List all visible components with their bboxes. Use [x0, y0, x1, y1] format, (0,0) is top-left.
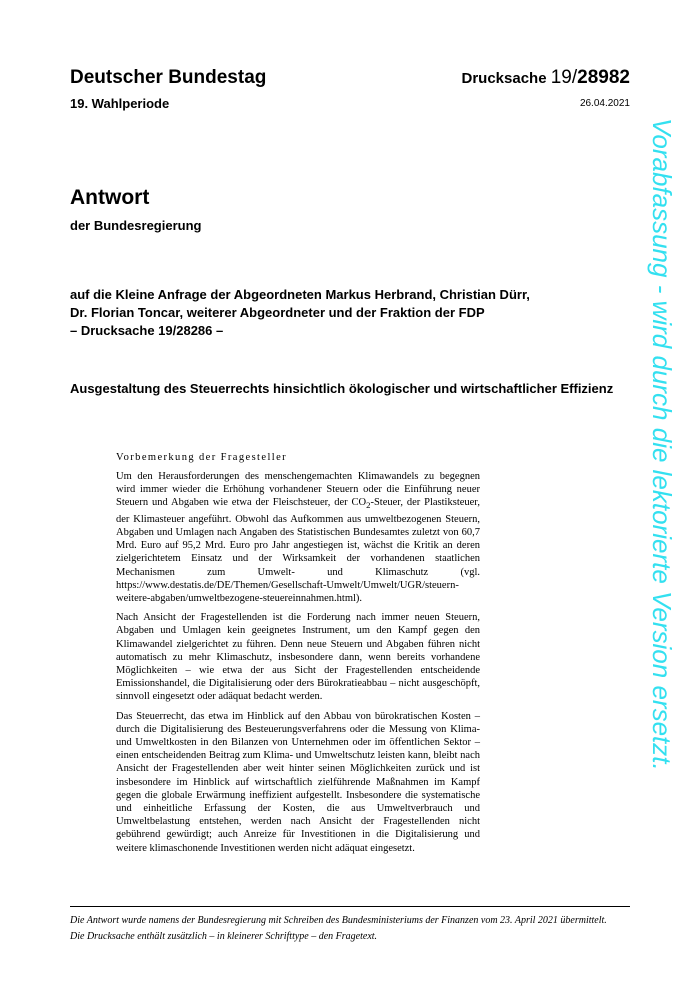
subject-heading: Ausgestaltung des Steuerrechts hinsichtlich ökologischer und wirtschaftlicher Effizienz — [70, 381, 614, 396]
document-date: 26.04.2021 — [579, 98, 630, 109]
co2-subscript: 2 — [366, 500, 371, 511]
drucksache-prefix: 19/ — [550, 67, 578, 88]
paragraph-1-text-a: Um den Herausforderungen des menschengemachten Klimawandels zu begegnen wird immer wieder die Erhöhung vorhandener Steuern oder die Einführung neuer Steuern und Abgaben wie etwa der Fleischsteuer, der CO — [116, 471, 480, 509]
vorbemerkung-paragraph-3: Das Steuerrecht, das etwa im Hinblick auf den Abbau von bürokratischen Kosten – durch die Digitalisierung des Besteuerungsverfahrens oder die Messung von Klima- und Umweltkosten in den Bilanzen von Unternehmen oder im öffentlichen Sektor – einen entscheidenden Beitrag zum Klima- und Umweltschutz leisten kann, bleibt nach Ansicht der Fragestellenden aber weit hinter seinen Möglichkeiten zurück und ist insbesondere im Hinblick auf wirtschaftlich zielführende Maßnahmen im Kampf gegen die globale Erwärmung ineffizient aufgestellt. Insbesondere die systematische und einheitliche Erfassung der Kosten, die aus Umweltverbrauch und Umweltbelastung entstehen, werden nach Ansicht der Fragestellenden nicht gebührend gewürdigt; auch Anreize für Investitionen in die Digitalisierung und weitere klimaschonende Investitionen werden nicht adäquat eingesetzt. — [116, 710, 480, 854]
vorbemerkung-paragraph-1 — [116, 470, 480, 605]
document-header-left — [70, 66, 266, 111]
wahlperiode: 19. Wahlperiode — [70, 96, 170, 111]
drucksache-number: 28982 — [577, 67, 630, 88]
document-header-right — [462, 67, 631, 109]
footer-note-2: Die Drucksache enthält zusätzlich – in kleinerer Schrifttype – den Fragetext. — [70, 930, 378, 942]
institution-name: Deutscher Bundestag — [70, 67, 267, 88]
drucksache-id — [462, 67, 631, 90]
document-title: Antwort — [70, 186, 150, 209]
anfrage-reference — [70, 286, 630, 340]
document-subtitle: der Bundesregierung — [70, 218, 202, 233]
paragraph-1-text-b: -Steuer, der Plastiksteuer, der Klimasteuer angeführt. Obwohl das Aufkommen aus umweltbezogenen Steuern, Abgaben und Umlagen nach Angaben des Statistischen Bundesamtes zuletzt von 60,7 Mrd. Euro auf 95,2 Mrd. Euro pro Jahr angestiegen ist, wächst die Kritik an deren zielgerichtetem Einsatz und der Wirksamkeit der vorhandenen staatlichen Mechanismen zum Umwelt- und Klimaschutz (vgl. https://www.destatis.de/DE/Themen/Gesellschaft-Umwelt/Umwelt/UGR/steuern-weitere-abgaben/umweltbezogene-steuereinnahmen.html). — [116, 497, 481, 604]
anfrage-line-1: auf die Kleine Anfrage der Abgeordneten Markus Herbrand, Christian Dürr, — [70, 287, 530, 302]
vorbemerkung-paragraph-2: Nach Ansicht der Fragestellenden ist die Forderung nach immer neuen Steuern, Abgaben und Umlagen kein geeignetes Instrument, um den Kampf gegen den Klimawandel zielgerichtet zu führen. Denn neue Steuern und Abgaben führen nicht automatisch zu mehr Klimaschutz, insbesondere dann, wenn bereits vorhandene Möglichkeiten – wie etwa der aus Sicht der Fragestellenden entscheidende Emissionshandel, die Digitalisierung oder ders Bürokratieabbau – nicht ausgeschöpft, sinnvoll eingesetzt oder adäquat bedacht werden. — [116, 612, 480, 703]
anfrage-line-3: – Drucksache 19/28286 – — [70, 323, 224, 338]
footer-note-1: Die Antwort wurde namens der Bundesregierung mit Schreiben des Bundesministeriums der Finanzen vom 23. April 2021 übermittelt. — [70, 915, 607, 926]
anfrage-line-2: Dr. Florian Toncar, weiterer Abgeordneter und der Fraktion der FDP — [70, 305, 485, 320]
document-footer — [70, 915, 630, 946]
vorbemerkung-section — [116, 452, 480, 861]
vorbemerkung-title: Vorbemerkung der Fragesteller — [116, 452, 288, 463]
drucksache-label: Drucksache — [461, 70, 547, 87]
footer-divider — [70, 906, 630, 907]
preliminary-version-stamp: Vorabfassung - wird durch die lektorierte Version ersetzt. — [647, 118, 677, 771]
